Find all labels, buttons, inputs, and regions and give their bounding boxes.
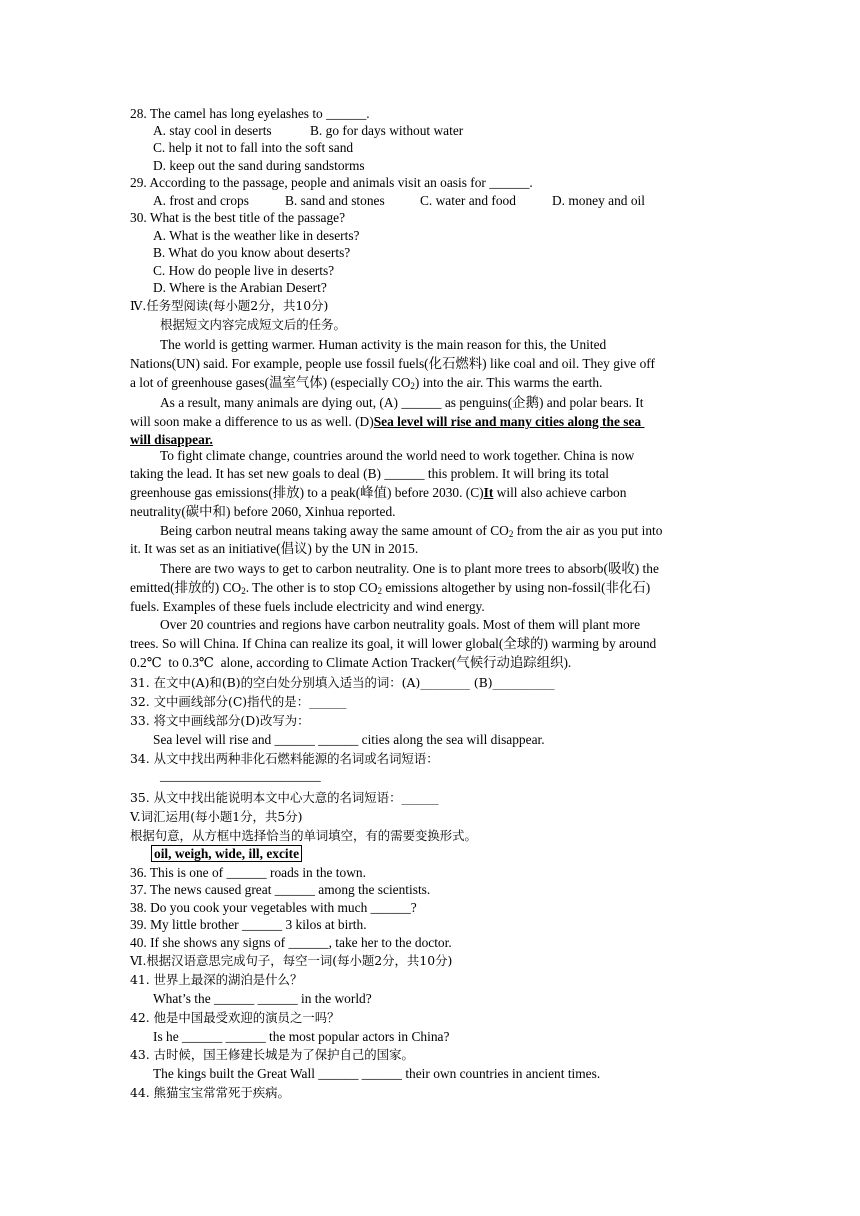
question-34-answer-blank: ________________________ (160, 768, 321, 783)
passage-line: 0.2℃ to 0.3℃ alone, according to Climate Action Tracker(气候行动追踪组织). (130, 655, 572, 670)
question-30-option-d: D. Where is the Arabian Desert? (153, 280, 327, 295)
question-30-option-b: B. What do you know about deserts? (153, 245, 351, 260)
passage-line: Being carbon neutral means taking away the same amount of $CO_2$ from the air as you put into (160, 523, 663, 539)
question-30-stem: 30. What is the best title of the passage? (130, 210, 346, 225)
question-30-option-c: C. How do people live in deserts? (153, 263, 335, 278)
passage-line: will soon make a difference to us as well. (D)Sea level will rise and many cities along the sea (130, 414, 645, 429)
question-41-english: What’s the ______ ______ in the world? (153, 991, 372, 1006)
question-29-option-d: D. money and oil (552, 193, 645, 208)
question-42-english: Is he ______ ______ the most popular actors in China? (153, 1029, 450, 1044)
question-28-option-a: A. stay cool in deserts (153, 123, 272, 138)
passage-line: fuels. Examples of these fuels include electricity and wind energy. (130, 599, 485, 614)
question-28-option-d: D. keep out the sand during sandstorms (153, 158, 365, 173)
section-5-heading: V.词汇运用(每小题1分，共5分) (130, 809, 303, 824)
question-28-stem: 28. The camel has long eyelashes to ______. (130, 106, 370, 121)
word-box (151, 845, 302, 862)
question-29-option-c: C. water and food (420, 193, 516, 208)
question-29-option-b: B. sand and stones (285, 193, 385, 208)
underlined-sentence-d: Sea level will rise and many cities along the sea (373, 414, 645, 429)
question-28-option-b: B. go for days without water (310, 123, 464, 138)
passage-line: Nations(UN) said. For example, people use fossil fuels(化石燃料) like coal and oil. They give off (130, 356, 655, 371)
section-4-instruction: 根据短文内容完成短文后的任务。 (160, 317, 346, 332)
question-31: 31. 在文中(A)和(B)的空白处分别填入适当的词：(A)________ (B)__________ (130, 675, 555, 690)
question-36: 36. This is one of ______ roads in the town. (130, 865, 366, 880)
passage-line: As a result, many animals are dying out, (A) ______ as penguins(企鹅) and polar bears. It (160, 395, 644, 410)
section-5-instruction: 根据句意，从方框中选择恰当的单词填空，有的需要变换形式。 (130, 828, 477, 843)
passage-line: To fight climate change, countries around the world need to work together. China is now (160, 448, 635, 463)
passage-line: Over 20 countries and regions have carbon neutrality goals. Most of them will plant more (160, 617, 641, 632)
passage-line: trees. So will China. If China can realize its goal, it will lower global(全球的) warming by around (130, 636, 657, 651)
question-40: 40. If she shows any signs of ______, take her to the doctor. (130, 935, 452, 950)
question-41-chinese: 41. 世界上最深的湖泊是什么？ (130, 972, 303, 987)
question-37: 37. The news caused great ______ among the scientists. (130, 882, 431, 897)
question-32: 32. 文中画线部分(C)指代的是：______ (130, 694, 347, 709)
passage-line: neutrality(碳中和) before 2060, Xinhua reported. (130, 504, 396, 519)
passage-line: emitted(排放的) $CO_2$. The other is to stop $CO_2$ emissions altogether by using non-fossil(非化石) (130, 580, 651, 596)
question-38: 38. Do you cook your vegetables with much ______? (130, 900, 417, 915)
question-29-stem: 29. According to the passage, people and animals visit an oasis for ______. (130, 175, 533, 190)
passage-line: There are two ways to get to carbon neutrality. One is to plant more trees to absorb(吸收) the (160, 561, 659, 576)
question-30-option-a: A. What is the weather like in deserts? (153, 228, 360, 243)
passage-line: it. It was set as an initiative(倡议) by the UN in 2015. (130, 541, 419, 556)
word-box-words: oil, weigh, wide, ill, excite (151, 845, 302, 862)
passage-line: The world is getting warmer. Human activity is the main reason for this, the United (160, 337, 607, 352)
question-28-option-c: C. help it not to fall into the soft sand (153, 140, 354, 155)
question-39: 39. My little brother ______ 3 kilos at birth. (130, 917, 367, 932)
question-34: 34. 从文中找出两种非化石燃料能源的名词或名词短语： (130, 751, 439, 766)
question-43-english: The kings built the Great Wall ______ ______ their own countries in ancient times. (153, 1066, 601, 1081)
passage-line: taking the lead. It has set new goals to deal (B) ______ this problem. It will bring its total (130, 466, 610, 481)
passage-line: a lot of greenhouse gases(温室气体) (especially $CO_2$) into the air. This warms the earth. (130, 375, 603, 391)
section-4-heading: Ⅳ.任务型阅读(每小题2分，共10分) (130, 298, 329, 313)
question-33: 33. 将文中画线部分(D)改写为： (130, 713, 310, 728)
question-35: 35. 从文中找出能说明本文中心大意的名词短语：______ (130, 790, 439, 805)
passage-line: greenhouse gas emissions(排放) to a peak(峰值) before 2030. (C)It will also achieve carbon (130, 485, 627, 500)
underlined-sentence-d: will disappear. (130, 432, 213, 447)
question-33-sentence: Sea level will rise and ______ ______ cities along the sea will disappear. (153, 732, 545, 747)
question-44-chinese: 44. 熊猫宝宝常常死于疾病。 (130, 1085, 290, 1100)
section-6-heading: Ⅵ.根据汉语意思完成句子，每空一词(每小题2分，共10分) (130, 953, 453, 968)
question-43-chinese: 43. 古时候，国王修建长城是为了保护自己的国家。 (130, 1047, 414, 1062)
question-42-chinese: 42. 他是中国最受欢迎的演员之一吗？ (130, 1010, 340, 1025)
underlined-word-c: It (483, 485, 494, 500)
question-29-option-a: A. frost and crops (153, 193, 249, 208)
